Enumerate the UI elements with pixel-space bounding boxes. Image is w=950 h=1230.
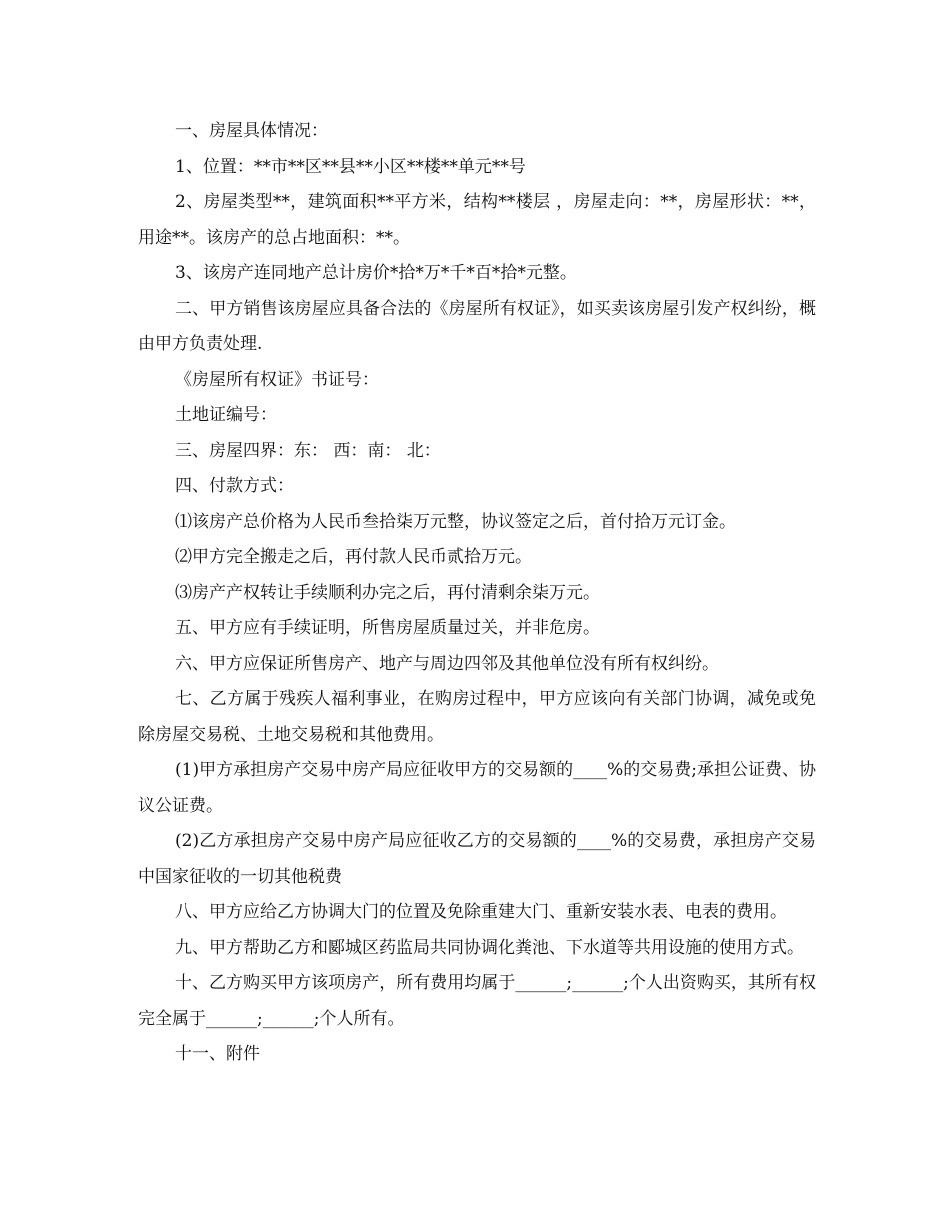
section-no-disputes: 六、甲方应保证所售房产、地产与周边四邻及其他单位没有所有权纠纷。 [175,653,719,674]
section-gate-meters: 八、甲方应给乙方协调大门的位置及免除重建大门、重新安装水表、电表的费用。 [175,902,787,922]
section-ownership-funding: 十、乙方购买甲方该项房产，所有费用均属于______;______;个人出资购买，其所有权完全属于______;______;个人所有。 [138,973,816,1029]
section-attachments: 十一、附件 [175,1044,260,1064]
clause-location: 1、位置：**市**区**县**小区**楼**单元**号 [175,156,526,177]
field-land-certificate-number: 土地证编号： [175,405,277,425]
section-quality-proof: 五、甲方应有手续证明，所售房屋质量过关，并非危房。 [175,618,600,638]
clause-total-price: 3、该房产连同地产总计房价*拾*万*千*百*拾*元整。 [175,263,577,283]
document-body [138,114,816,1073]
section-ownership-certificate: 二、甲方销售该房屋应具备合法的《房屋所有权证》，如买卖该房屋引发产权纠纷，概由甲方负责处理. [138,298,816,354]
tax-item-1: (1)甲方承担房产交易中房产局应征收甲方的交易额的____%的交易费;承担公证费、协议公证费。 [138,760,816,816]
tax-item-2: (2)乙方承担房产交易中房产局应征收乙方的交易额的____%的交易费，承担房产交易中国家征收的一切其他税费 [138,831,816,887]
payment-item-2: ⑵甲方完全搬走之后，再付款人民币贰拾万元。 [175,547,532,567]
clause-property-type: 2、房屋类型**，建筑面积**平方米，结构**楼层 ，房屋走向：**，房屋形状：**，用途**。该房产的总占地面积：**。 [138,192,816,248]
section-heading-property-details: 一、房屋具体情况： [175,121,328,141]
section-shared-facilities: 九、甲方帮助乙方和郾城区药监局共同协调化粪池、下水道等共用设施的使用方式。 [175,937,804,958]
payment-item-1: ⑴该房产总价格为人民币叁拾柒万元整，协议签定之后，首付拾万元订金。 [175,511,736,532]
section-boundaries: 三、房屋四界：东： 西：南： 北： [175,440,441,461]
field-certificate-number: 《房屋所有权证》书证号： [175,369,379,390]
section-payment-method: 四、付款方式： [175,476,294,496]
section-tax-exemption: 七、乙方属于残疾人福利事业，在购房过程中，甲方应该向有关部门协调，减免或免除房屋交易税、土地交易税和其他费用。 [138,689,816,745]
payment-item-3: ⑶房产产权转让手续顺利办完之后，再付清剩余柒万元。 [175,582,600,603]
